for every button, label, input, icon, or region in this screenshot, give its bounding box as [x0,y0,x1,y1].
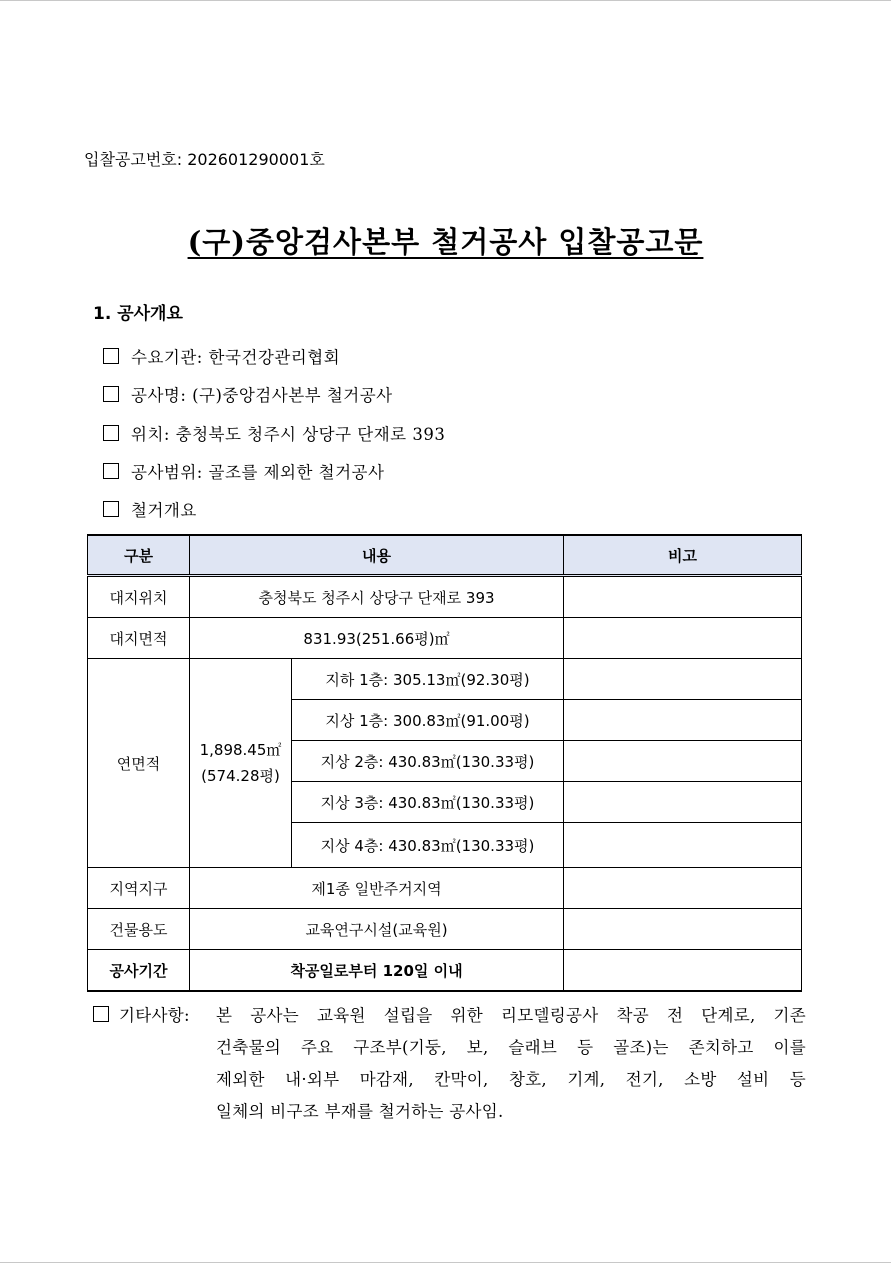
row-remarks [564,868,802,909]
overview-item-location: 위치: 충청북도 청주시 상당구 단재로 393 [103,421,445,445]
header-remarks: 비고 [564,535,802,576]
other-notes-body [216,1000,806,1128]
floor-area-cell: 지상 1층: 300.83㎡(91.00평) [292,700,564,741]
row-remarks [564,741,802,782]
row-value: 831.93(251.66평)㎡ [190,618,564,659]
other-notes-line: 건축물의 주요 구조부(기둥, 보, 슬래브 등 골조)는 존치하고 이를 [216,1038,806,1057]
row-value: 제1종 일반주거지역 [190,868,564,909]
table-header-row [88,535,802,576]
checkbox-square-icon [103,463,119,479]
table-row [88,618,802,659]
row-value: 충청북도 청주시 상당구 단재로 393 [190,576,564,618]
header-content: 내용 [190,535,564,576]
table-row [88,950,802,992]
floor-area-cell: 지상 3층: 430.83㎡(130.33평) [292,782,564,823]
row-remarks [564,618,802,659]
page-title: (구)중앙검사본부 철거공사 입찰공고문 [187,225,704,259]
row-label: 건물용도 [88,909,190,950]
table-row [88,659,802,700]
row-label: 공사기간 [88,950,190,992]
section-heading: 1. 공사개요 [93,304,183,324]
overview-item-agency: 수요기관: 한국건강관리협회 [103,344,340,368]
top-border [0,0,891,1]
checkbox-square-icon [103,386,119,402]
table-row [88,576,802,618]
row-remarks [564,700,802,741]
other-notes-line: 제외한 내·외부 마감재, 칸막이, 창호, 기계, 전기, 소방 설비 등 [216,1070,806,1089]
floor-area-cell: 지상 2층: 430.83㎡(130.33평) [292,741,564,782]
checkbox-square-icon [103,501,119,517]
checkbox-square-icon [103,425,119,441]
floor-area-cell: 지하 1층: 305.13㎡(92.30평) [292,659,564,700]
page-title-wrap [0,220,891,261]
header-category: 구분 [88,535,190,576]
other-notes-label: 기타사항: [93,1000,190,1032]
checkbox-square-icon [93,1006,109,1022]
row-remarks [564,659,802,700]
row-remarks [564,576,802,618]
other-notes-line: 본 공사는 교육원 설립을 위한 리모델링공사 착공 전 단계로, 기존 [216,1006,806,1025]
row-remarks [564,782,802,823]
total-area-sqm: 1,898.45㎡ [199,741,282,759]
notice-number: 입찰공고번호: 202601290001호 [84,150,325,169]
row-value: 착공일로부터 120일 이내 [190,950,564,992]
table-row [88,868,802,909]
other-notes-line: 일체의 비구조 부재를 철거하는 공사임. [216,1102,504,1121]
floor-area-cell: 지상 4층: 430.83㎡(130.33평) [292,823,564,868]
row-label: 대지면적 [88,618,190,659]
overview-item-scope: 공사범위: 골조를 제외한 철거공사 [103,459,384,483]
table-row [88,909,802,950]
row-value: 교육연구시설(교육원) [190,909,564,950]
overview-item-demolition: 철거개요 [103,497,197,521]
row-remarks [564,950,802,992]
row-label: 대지위치 [88,576,190,618]
row-label: 지역지구 [88,868,190,909]
bottom-border [0,1262,891,1263]
row-remarks [564,909,802,950]
total-area-pyeong: (574.28평) [201,767,280,785]
overview-item-project-name: 공사명: (구)중앙검사본부 철거공사 [103,382,393,406]
row-label: 연면적 [88,659,190,868]
demolition-overview-table [87,534,802,992]
row-remarks [564,823,802,868]
checkbox-square-icon [103,348,119,364]
total-floor-area [190,659,292,868]
